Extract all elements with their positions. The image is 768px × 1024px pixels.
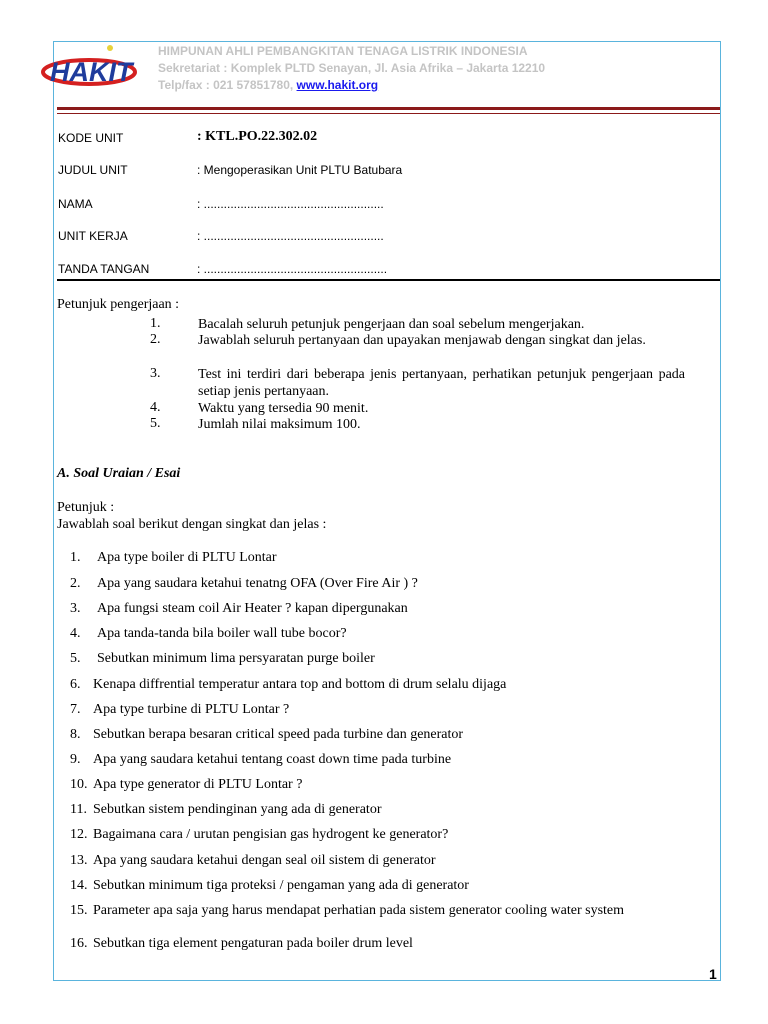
question-text: Apa fungsi steam coil Air Heater ? kapan dipergunakan xyxy=(97,601,408,616)
field-value-unit-kerja[interactable]: : ...................................................... xyxy=(197,229,384,243)
instruction-num: 2. xyxy=(150,332,161,347)
question-text: Parameter apa saja yang harus mendapat perhatian pada sistem generator cooling water system xyxy=(93,903,625,918)
question-text: Sebutkan minimum tiga proteksi / pengaman yang ada di generator xyxy=(93,878,469,893)
question-item xyxy=(70,936,413,952)
header-rule-thick xyxy=(57,107,720,110)
instruction-num: 5. xyxy=(150,416,161,431)
field-label-kode-unit: KODE UNIT xyxy=(58,131,124,145)
question-item xyxy=(70,878,469,894)
question-text: Apa type turbine di PLTU Lontar ? xyxy=(93,702,290,717)
org-address: Sekretariat : Komplek PLTD Senayan, Jl. Asia Afrika – Jakarta 12210 xyxy=(158,61,546,75)
question-item xyxy=(70,702,289,718)
instruction-num: 4. xyxy=(150,400,161,415)
org-contact xyxy=(158,77,545,94)
question-item xyxy=(70,550,277,566)
header-rule-thin xyxy=(57,113,720,114)
question-item xyxy=(70,853,436,869)
question-item xyxy=(70,802,381,818)
question-number: 14. xyxy=(70,878,88,893)
question-item xyxy=(70,752,451,768)
question-number: 15. xyxy=(70,903,88,918)
question-text: Bagaimana cara / urutan pengisian gas hydrogent ke generator? xyxy=(93,827,449,842)
instruction-text: Waktu yang tersedia 90 menit. xyxy=(198,401,369,416)
instruction-num: 3. xyxy=(150,366,161,381)
instruction-text: Jumlah nilai maksimum 100. xyxy=(198,417,361,432)
question-text: Sebutkan tiga element pengaturan pada boiler drum level xyxy=(93,936,413,951)
field-value-nama[interactable]: : ...................................................... xyxy=(197,197,384,211)
question-number: 3. xyxy=(70,601,81,616)
question-item xyxy=(70,777,302,793)
instruction-text: Bacalah seluruh petunjuk pengerjaan dan soal sebelum mengerjakan. xyxy=(198,317,585,332)
fields-divider xyxy=(57,279,720,281)
question-number: 6. xyxy=(70,677,81,692)
question-text: Apa yang saudara ketahui dengan seal oil sistem di generator xyxy=(93,853,436,868)
question-item xyxy=(70,903,624,919)
field-label-tanda-tangan: TANDA TANGAN xyxy=(58,262,150,276)
question-item xyxy=(70,727,463,743)
instruction-text: Test ini terdiri dari beberapa jenis pertanyaan, perhatikan petunjuk pengerjaan pada setiap jenis pertanyaan. xyxy=(198,367,685,399)
website-link[interactable]: www.hakit.org xyxy=(296,78,379,92)
field-label-nama: NAMA xyxy=(58,197,93,211)
question-number: 16. xyxy=(70,936,88,951)
field-value-tanda-tangan[interactable]: : ....................................................... xyxy=(197,262,388,276)
question-number: 9. xyxy=(70,752,81,767)
org-name: HIMPUNAN AHLI PEMBANGKITAN TENAGA LISTRIK INDONESIA xyxy=(158,44,528,58)
question-text: Kenapa diffrential temperatur antara top and bottom di drum selalu dijaga xyxy=(93,677,507,692)
question-item xyxy=(70,576,418,592)
question-item xyxy=(70,626,347,642)
question-text: Apa tanda-tanda bila boiler wall tube bocor? xyxy=(97,626,347,641)
letterhead xyxy=(158,43,545,94)
question-number: 10. xyxy=(70,777,88,792)
field-label-unit-kerja: UNIT KERJA xyxy=(58,229,128,243)
question-number: 11. xyxy=(70,802,87,817)
field-value-judul-unit: : Mengoperasikan Unit PLTU Batubara xyxy=(197,163,403,177)
question-number: 13. xyxy=(70,853,88,868)
question-item xyxy=(70,677,506,693)
instruction-num: 1. xyxy=(150,316,161,331)
page-number: 1 xyxy=(709,966,717,982)
question-text: Apa type boiler di PLTU Lontar xyxy=(97,550,277,565)
section-title: A. Soal Uraian / Esai xyxy=(57,466,181,481)
question-item xyxy=(70,827,448,843)
question-text: Sebutkan berapa besaran critical speed pada turbine dan generator xyxy=(93,727,464,742)
section-hint-text: Jawablah soal berikut dengan singkat dan jelas : xyxy=(57,517,327,532)
question-number: 1. xyxy=(70,550,81,565)
instructions-title: Petunjuk pengerjaan : xyxy=(57,297,180,312)
field-value-kode-unit: : KTL.PO.22.302.02 xyxy=(197,129,318,144)
question-text: Sebutkan sistem pendinginan yang ada di generator xyxy=(93,802,382,817)
question-number: 5. xyxy=(70,651,81,666)
instruction-text: Jawablah seluruh pertanyaan dan upayakan menjawab dengan singkat dan jelas. xyxy=(198,333,646,348)
contact-phone: Telp/fax : 021 57851780, xyxy=(158,78,294,92)
field-label-judul-unit: JUDUL UNIT xyxy=(58,163,128,177)
question-text: Sebutkan minimum lima persyaratan purge boiler xyxy=(97,651,375,666)
svg-text:HAKIT: HAKIT xyxy=(50,57,133,87)
section-hint-label: Petunjuk : xyxy=(57,500,115,515)
question-number: 7. xyxy=(70,702,81,717)
question-item xyxy=(70,651,375,667)
question-number: 4. xyxy=(70,626,81,641)
question-number: 2. xyxy=(70,576,81,591)
hakit-logo xyxy=(40,45,140,89)
question-text: Apa yang saudara ketahui tentang coast down time pada turbine xyxy=(93,752,452,767)
question-number: 12. xyxy=(70,827,88,842)
question-item xyxy=(70,601,408,617)
question-number: 8. xyxy=(70,727,81,742)
question-text: Apa yang saudara ketahui tenatng OFA (Over Fire Air ) ? xyxy=(97,576,418,591)
question-text: Apa type generator di PLTU Lontar ? xyxy=(93,777,303,792)
